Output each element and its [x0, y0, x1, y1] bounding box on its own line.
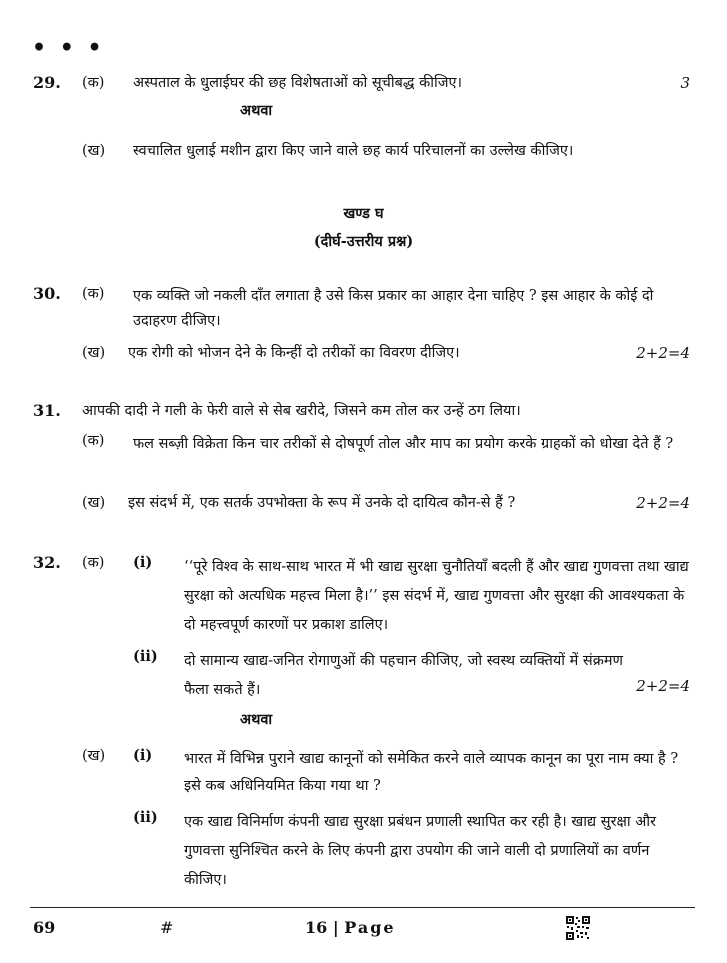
q30-option-b-label: (ख): [82, 345, 106, 361]
q30-option-a-label: (क): [82, 286, 105, 302]
q32-or-label: अथवा: [240, 711, 273, 728]
q30-marks: 2+2=4: [636, 344, 690, 362]
q29-option-a-label: (क): [82, 75, 105, 91]
q32-b-i-text: भारत में विभिन्न पुराने खाद्य कानूनों को समेकित करने वाले व्यापक कानून का पूरा नाम क्या है ? इसे कब अधिनियमित किया गया था ?: [184, 751, 679, 794]
q29-or-label: अथवा: [240, 102, 273, 119]
q30-option-b-text: एक रोगी को भोजन देने के किन्हीं दो तरीकों का विवरण दीजिए।: [128, 345, 460, 361]
q32-a-ii-label: (ii): [133, 648, 158, 665]
q32-option-b-label: (ख): [82, 748, 106, 764]
q31-option-b-label: (ख): [82, 495, 106, 511]
q31-stem: आपकी दादी ने गली के फेरी वाले से सेब खरीदे, जिसने कम तोल कर उन्हें ठग लिया।: [82, 403, 521, 419]
q29-marks: 3: [680, 74, 690, 92]
q32-a-ii-text: दो सामान्य खाद्य-जनित रोगाणुओं की पहचान कीजिए, जो स्वस्थ व्यक्तियों में संक्रमण फैला सकते हैं।: [184, 653, 624, 698]
question-number-32: 32.: [33, 553, 61, 572]
q32-b-i-label: (i): [133, 747, 153, 764]
q31-option-a-text: फल सब्ज़ी विक्रेता किन चार तरीकों से दोषपूर्ण तोल और माप का प्रयोग करके ग्राहकों को धोखा देते हैं ?: [133, 436, 674, 452]
q29-option-a-text: अस्पताल के धुलाईघर की छह विशेषताओं को सूचीबद्ध कीजिए।: [133, 75, 463, 91]
question-number-29: 29.: [33, 73, 61, 92]
q32-marks: 2+2=4: [636, 677, 690, 695]
section-subtitle: (दीर्घ-उत्तरीय प्रश्न): [313, 233, 414, 250]
footer-code: 69: [33, 918, 56, 937]
footer-hash: #: [160, 918, 174, 937]
q32-b-ii-label: (ii): [133, 809, 158, 826]
footer-divider: [30, 907, 695, 908]
q31-option-b-text: इस संदर्भ में, एक सतर्क उपभोक्ता के रूप में उनके दो दायित्व कौन-से हैं ?: [128, 495, 516, 511]
section-title: खण्ड घ: [343, 205, 384, 222]
q32-b-ii-text: एक खाद्य विनिर्माण कंपनी खाद्य सुरक्षा प्रबंधन प्रणाली स्थापित कर रही है। खाद्य सुरक्षा और गुणवत्ता सुनिश्चित करने के लिए कंपनी द्वारा उपयोग की जाने वाली दो प्रणालियों का वर्णन कीजिए।: [184, 814, 657, 888]
question-number-30: 30.: [33, 284, 61, 303]
q32-option-a-label: (क): [82, 555, 105, 571]
footer-separator: |: [332, 918, 339, 937]
footer-page-label: [305, 918, 396, 938]
qr-code-icon: [566, 916, 590, 940]
continuation-marker: • • •: [32, 35, 105, 61]
footer-page-word: Page: [344, 918, 396, 937]
q31-option-a-label: (क): [82, 433, 105, 449]
q31-marks: 2+2=4: [636, 494, 690, 512]
q29-option-b-label: (ख): [82, 143, 106, 159]
q30-option-a-text: एक व्यक्ति जो नकली दाँत लगाता है उसे किस प्रकार का आहार देना चाहिए ? इस आहार के कोई दो उदाहरण दीजिए।: [133, 288, 654, 329]
q32-a-i-text: ‘‘पूरे विश्व के साथ-साथ भारत में भी खाद्य सुरक्षा चुनौतियाँ बदली हैं और खाद्य गुणवत्ता तथा खाद्य सुरक्षा को अत्यधिक महत्त्व मिला है।’’ इस संदर्भ में, खाद्य गुणवत्ता और सुरक्षा की आवश्यकता के दो महत्त्वपूर्ण कारणों पर प्रकाश डालिए।: [184, 559, 689, 633]
question-number-31: 31.: [33, 401, 61, 420]
q29-option-b-text: स्वचालित धुलाई मशीन द्वारा किए जाने वाले छह कार्य परिचालनों का उल्लेख कीजिए।: [133, 143, 574, 159]
footer-page-number: 16: [305, 918, 328, 937]
q32-a-i-label: (i): [133, 554, 153, 571]
